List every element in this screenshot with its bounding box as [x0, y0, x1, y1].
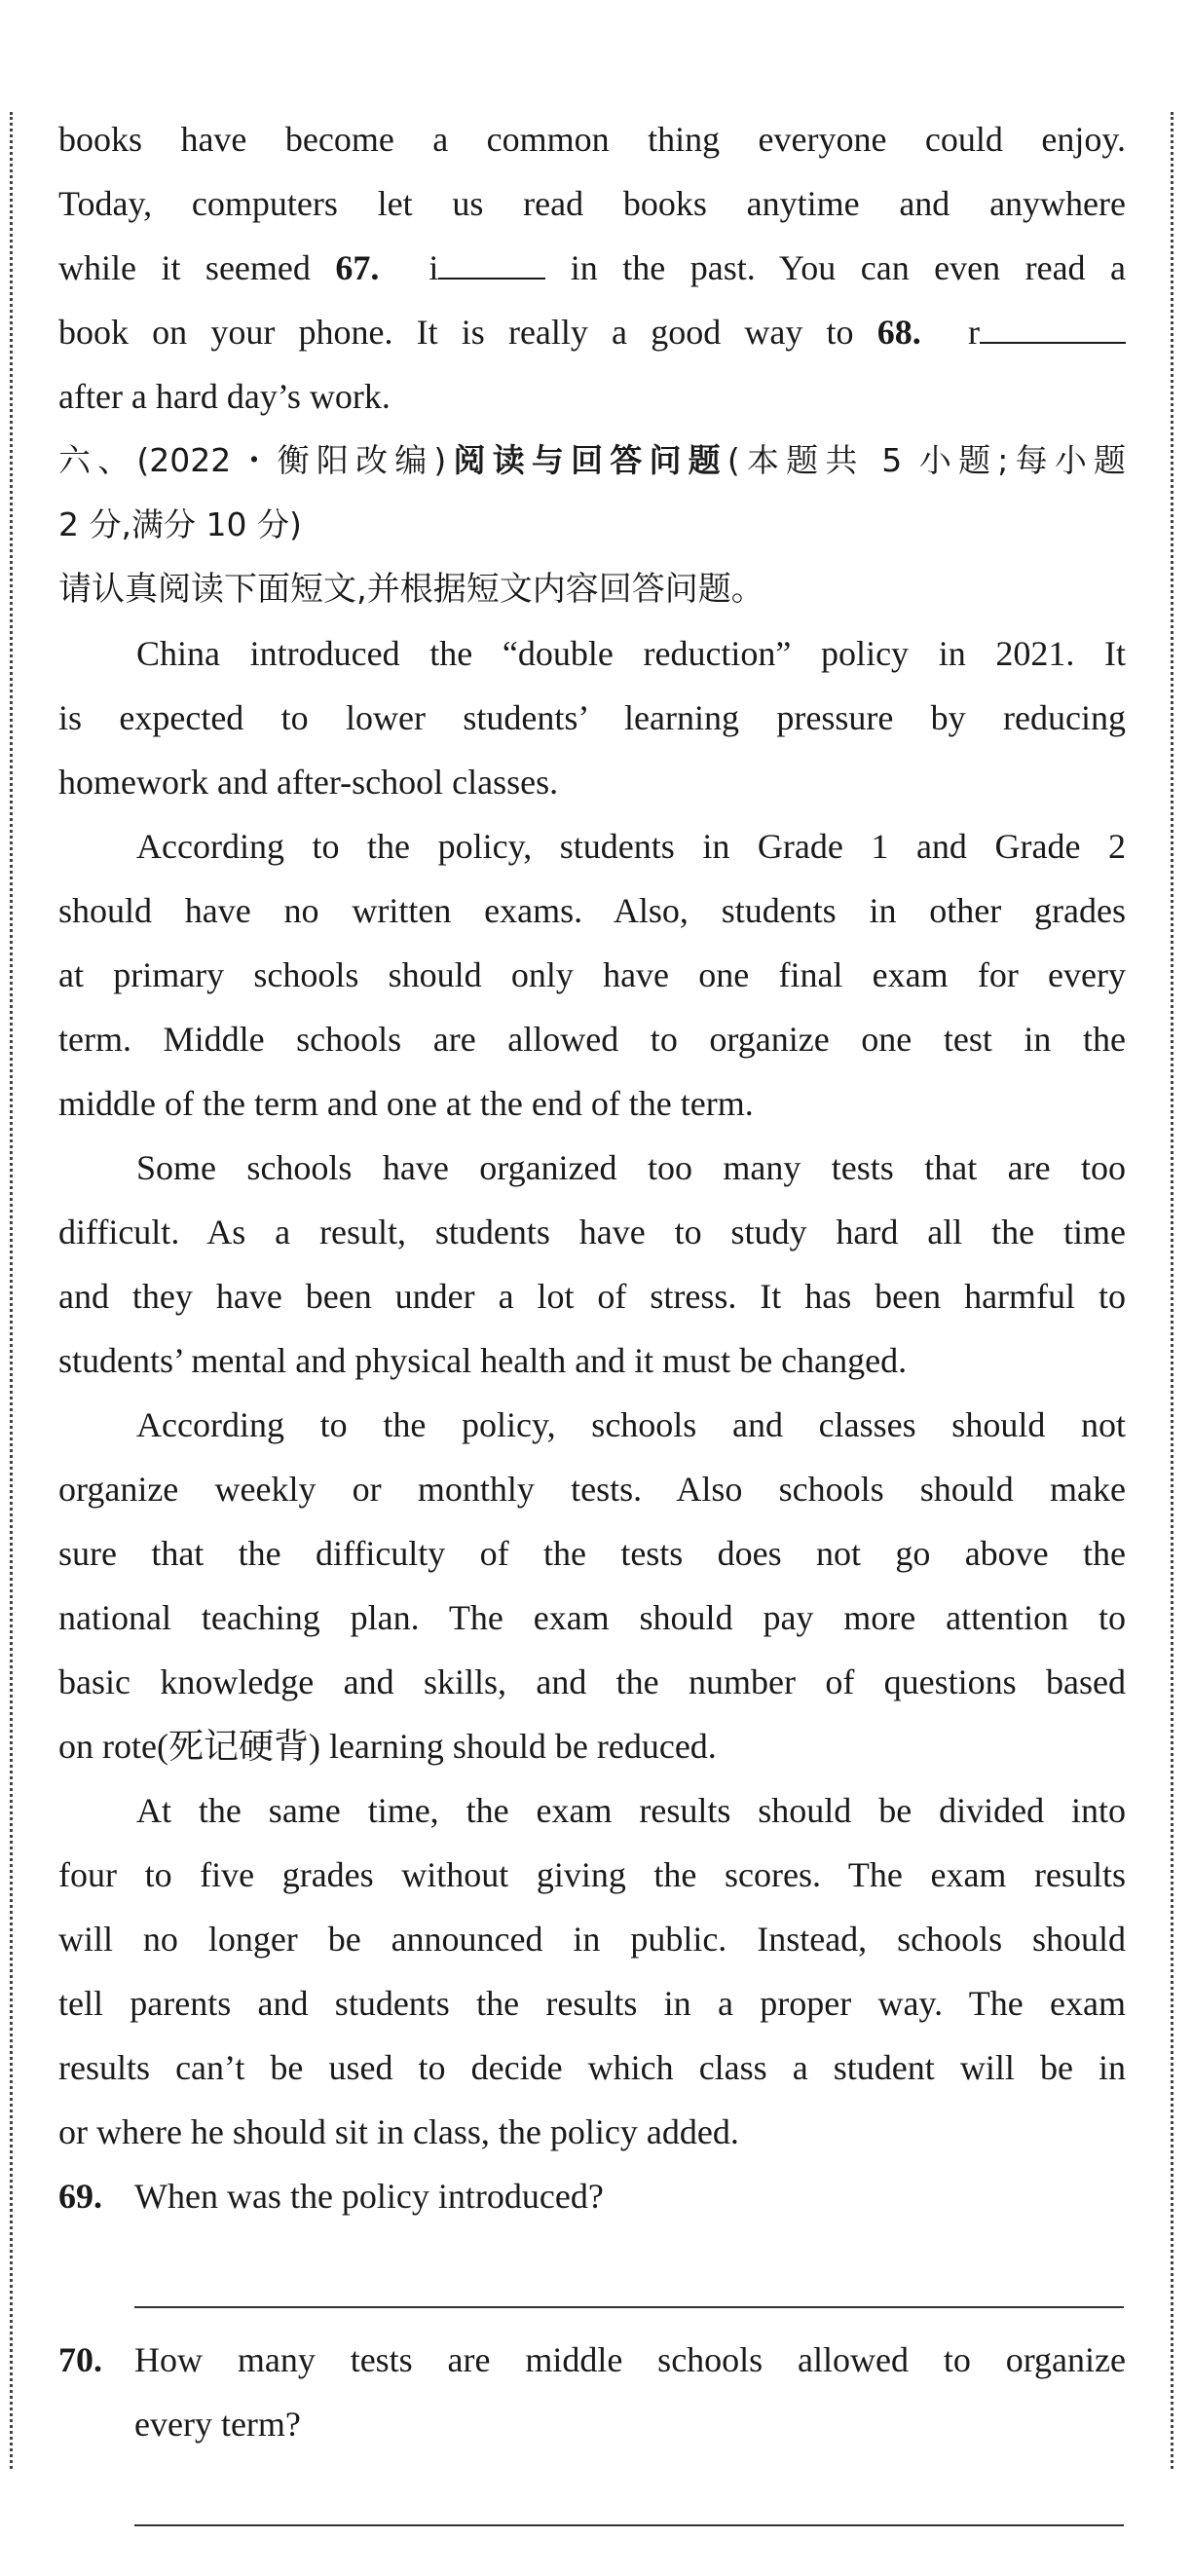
paragraph-1: [58, 621, 1126, 814]
answer-blank-68[interactable]: [980, 313, 1126, 344]
paragraph-5: [58, 1778, 1126, 2164]
passage-line: difficult. As a result, students have to study hard all the time: [58, 1213, 1126, 1251]
passage-line: at primary schools should only have one final exam for every: [58, 955, 1126, 994]
passage-line: and they have been under a lot of stress. It has been harmful to: [58, 1277, 1126, 1316]
question-70: [58, 2328, 1126, 2526]
passage-line: organize weekly or monthly tests. Also schools should make: [58, 1470, 1126, 1509]
question-number-69: 69.: [58, 2177, 102, 2216]
reading-passage: [58, 621, 1126, 2164]
question-number-70: 70.: [58, 2340, 102, 2379]
passage-line: middle of the term and one at the end of the term.: [58, 1084, 754, 1123]
question-70-text-line1: How many tests are middle schools allowed to organize: [134, 2340, 1126, 2379]
passage-line: or where he should sit in class, the policy added.: [58, 2112, 739, 2151]
passage-text: while it seemed: [58, 248, 336, 287]
passage-line: term. Middle schools are allowed to organize one test in the: [58, 1020, 1126, 1059]
blank-hint-letter-67: i: [428, 248, 439, 287]
left-margin-dotted-line: [10, 112, 13, 2469]
paragraph-2: [58, 814, 1126, 1136]
section-heading-scoring: (本题共 5 小题;每小题: [726, 441, 1127, 479]
passage-line: China introduced the “double reduction” policy in 2021. It: [136, 634, 1126, 673]
passage-line: Some schools have organized too many tests that are too: [136, 1148, 1126, 1187]
paragraph-4: [58, 1393, 1126, 1778]
passage-line-q67: [58, 236, 1126, 300]
question-70-text-line2: every term?: [134, 2405, 301, 2444]
passage-line: results can’t be used to decide which class a student will be in: [58, 2048, 1126, 2087]
right-margin-dotted-line: [1171, 112, 1173, 2469]
question-69: [58, 2164, 1126, 2308]
passage-line: national teaching plan. The exam should pay more attention to: [58, 1598, 1126, 1637]
passage-line: on rote(死记硬背) learning should be reduced.: [58, 1727, 717, 1766]
passage-line: should have no written exams. Also, students in other grades: [58, 891, 1126, 930]
section-heading-title: 阅读与回答问题: [446, 441, 727, 479]
question-number-67: 67.: [335, 248, 380, 287]
section-heading-prefix: 六、(2022・衡阳改编): [58, 441, 447, 479]
question-69-prompt: [58, 2164, 1126, 2228]
passage-line: At the same time, the exam results should be divided into: [136, 1791, 1126, 1830]
answer-blank-67[interactable]: [438, 248, 545, 280]
passage-line: books have become a common thing everyone could enjoy.: [58, 120, 1126, 159]
paragraph-3: [58, 1136, 1126, 1393]
passage-line: will no longer be announced in public. Instead, schools should: [58, 1920, 1126, 1959]
section-instruction: 请认真阅读下面短文,并根据短文内容回答问题。: [58, 570, 764, 609]
passage-line: According to the policy, students in Grade 1 and Grade 2: [136, 827, 1126, 866]
question-69-text: When was the policy introduced?: [134, 2177, 604, 2216]
passage-line: after a hard day’s work.: [58, 377, 391, 416]
passage-line: students’ mental and physical health and it must be changed.: [58, 1341, 908, 1380]
passage-line: is expected to lower students’ learning pressure by reducing: [58, 698, 1126, 737]
answer-line-70[interactable]: [134, 2505, 1124, 2526]
passage-line: basic knowledge and skills, and the number of questions based: [58, 1662, 1126, 1701]
question-number-68: 68.: [876, 313, 921, 352]
worksheet-page: [58, 107, 1126, 2546]
passage-line: homework and after-school classes.: [58, 763, 559, 802]
passage-line: According to the policy, schools and classes should not: [136, 1405, 1126, 1444]
passage-text: in the past. You can even read a: [545, 248, 1126, 287]
passage-line-q68: [58, 300, 1126, 364]
cloze-passage-continuation: [58, 107, 1126, 429]
question-70-prompt: [58, 2328, 1126, 2456]
blank-hint-letter-68: r: [968, 313, 981, 352]
passage-line: Today, computers let us read books anytime and anywhere: [58, 184, 1126, 223]
passage-line: tell parents and students the results in a proper way. The exam: [58, 1984, 1126, 2023]
section-heading: [58, 429, 1126, 493]
passage-line: sure that the difficulty of the tests does not go above the: [58, 1534, 1126, 1573]
question-70-text-wrap: [134, 2328, 1126, 2456]
answer-line-69[interactable]: [134, 2287, 1124, 2308]
passage-line: four to five grades without giving the scores. The exam results: [58, 1855, 1126, 1894]
section-heading-line2: 2 分,满分 10 分): [58, 505, 302, 543]
passage-text: book on your phone. It is really a good way to: [58, 313, 877, 352]
